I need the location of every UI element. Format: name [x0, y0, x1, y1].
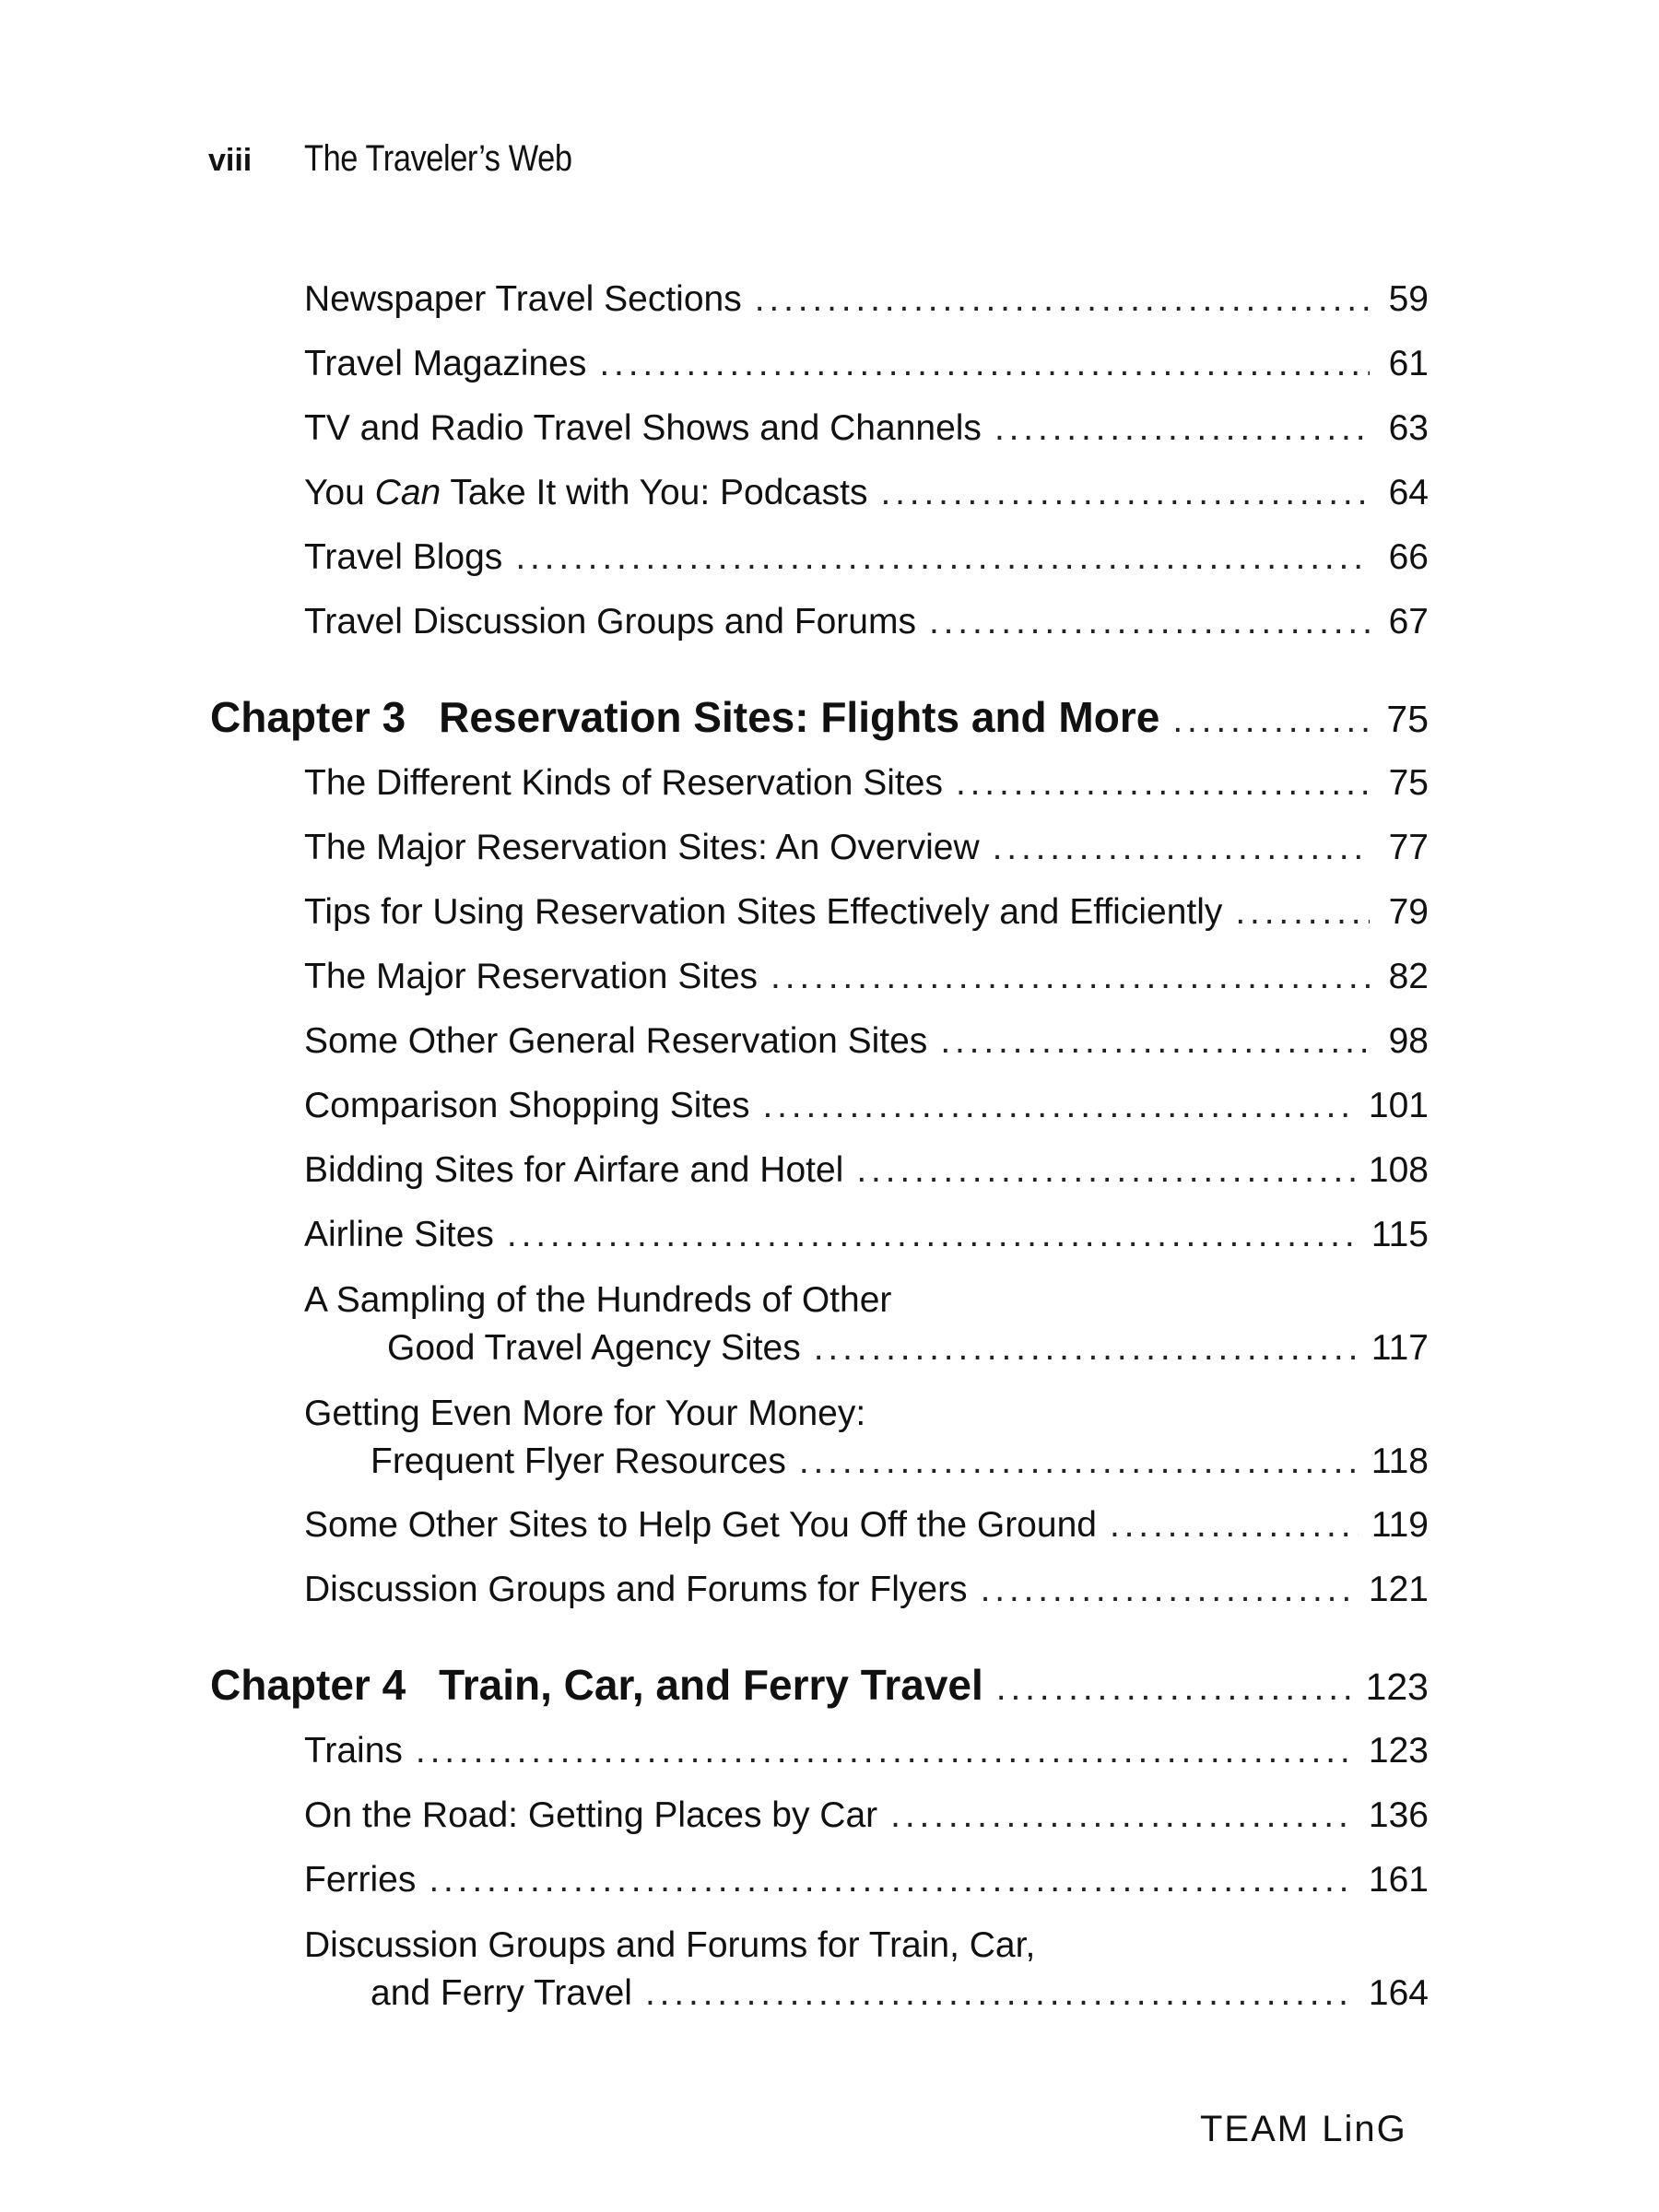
toc-entry-title: The Major Reservation Sites: An Overview: [304, 828, 980, 867]
toc-entry-title: The Major Reservation Sites: [304, 957, 759, 996]
toc-entry-title-line1: Getting Even More for Your Money:: [304, 1394, 866, 1433]
dot-leader: [814, 1324, 1359, 1372]
dot-leader: [1235, 889, 1370, 935]
dot-leader: [416, 1728, 1356, 1774]
toc-entry-page: 121: [1368, 1570, 1429, 1609]
dot-leader: [799, 1438, 1359, 1486]
dot-leader: [993, 825, 1370, 871]
toc-entry-line2: [304, 1324, 1429, 1372]
dot-leader: [1172, 695, 1377, 747]
toc-entry-page: 67: [1388, 602, 1429, 641]
dot-leader: [856, 1147, 1356, 1194]
dot-leader: [755, 276, 1370, 323]
toc-entry-title-line1: Discussion Groups and Forums for Train, Car,: [304, 1925, 1036, 1965]
toc-entry-page: 66: [1388, 537, 1429, 577]
chapter-label: Chapter 4: [210, 1661, 406, 1709]
toc-entry-page: 101: [1368, 1086, 1429, 1125]
title-part: Take It with You: Podcasts: [441, 473, 868, 512]
toc-entry-title-line2: and Ferry Travel: [371, 1973, 632, 2013]
toc-entry-page: 63: [1388, 408, 1429, 448]
chapter-title: Reservation Sites: Flights and More: [439, 693, 1160, 741]
toc-entry-title: Tips for Using Reservation Sites Effectively and Efficiently: [304, 892, 1223, 932]
toc-entry[interactable]: [304, 1793, 1429, 1839]
toc-entry[interactable]: [304, 1147, 1429, 1194]
toc-entry-page: 77: [1388, 828, 1429, 867]
toc-entry[interactable]: [304, 1018, 1429, 1065]
toc-entry[interactable]: [304, 825, 1429, 871]
dot-leader: [762, 1083, 1355, 1129]
toc-entry-page: 75: [1388, 763, 1429, 803]
dot-leader: [996, 1663, 1357, 1714]
dot-leader: [940, 1018, 1370, 1065]
dot-leader: [515, 535, 1370, 581]
toc-entry[interactable]: [304, 1212, 1429, 1258]
toc-entry-page: 108: [1368, 1150, 1429, 1190]
book-title: The Traveler’s Web: [304, 138, 572, 179]
toc-entry-multiline[interactable]: [304, 1390, 1429, 1486]
dot-leader: [994, 406, 1370, 452]
toc-entry-title: On the Road: Getting Places by Car: [304, 1795, 878, 1835]
toc-entry-title: Newspaper Travel Sections: [304, 279, 742, 319]
toc-entry-title: Some Other Sites to Help Get You Off the Ground: [304, 1505, 1097, 1545]
toc-entry-title: Travel Blogs: [304, 537, 503, 577]
toc-entry-title: Bidding Sites for Airfare and Hotel: [304, 1150, 844, 1190]
toc-entry-title: [304, 470, 867, 516]
chapter-page: 75: [1386, 698, 1429, 740]
chapter-title: Train, Car, and Ferry Travel: [439, 1661, 983, 1709]
toc-entry-page: 118: [1371, 1441, 1429, 1481]
toc-entry[interactable]: [304, 276, 1429, 323]
toc-entry-page: 136: [1368, 1795, 1429, 1835]
toc-entry-line2: [304, 1970, 1429, 2018]
toc-entry-title: Some Other General Reservation Sites: [304, 1021, 928, 1061]
toc-entry-title-line1: A Sampling of the Hundreds of Other: [304, 1280, 892, 1320]
chapter-label: Chapter 3: [210, 693, 406, 741]
toc-entry-page: 79: [1388, 892, 1429, 932]
dot-leader: [507, 1212, 1359, 1258]
toc-entry-title: Travel Magazines: [304, 344, 587, 383]
toc-entry[interactable]: [304, 406, 1429, 452]
chapter-4-heading[interactable]: [210, 1659, 1429, 1714]
dot-leader: [981, 1567, 1356, 1613]
dot-leader: [1110, 1502, 1359, 1548]
dot-leader: [880, 470, 1370, 516]
footer-watermark-text: TEAM LinG: [1200, 2109, 1407, 2149]
toc-entry-multiline[interactable]: [304, 1922, 1429, 2018]
toc-entry-title: Ferries: [304, 1860, 417, 1900]
toc-entry-line2: [304, 1438, 1429, 1486]
toc-entry-title: Airline Sites: [304, 1215, 494, 1254]
toc-entry-title: TV and Radio Travel Shows and Channels: [304, 408, 982, 448]
toc-entry[interactable]: [304, 760, 1429, 806]
toc-entry[interactable]: [304, 341, 1429, 387]
toc-entry-title: The Different Kinds of Reservation Sites: [304, 763, 943, 803]
toc-entry-multiline[interactable]: [304, 1277, 1429, 1372]
toc-entry[interactable]: [304, 599, 1429, 645]
toc-entry[interactable]: [304, 1728, 1429, 1774]
dot-leader: [771, 954, 1370, 1000]
toc-entry[interactable]: [304, 1567, 1429, 1613]
dot-leader: [599, 341, 1370, 387]
chapter-page: 123: [1365, 1665, 1429, 1708]
toc-entry-title-line2: Good Travel Agency Sites: [387, 1328, 801, 1368]
running-head: [208, 138, 616, 180]
toc-entry[interactable]: [304, 1502, 1429, 1548]
page-folio: viii: [208, 143, 253, 178]
toc-entry-page: 82: [1388, 957, 1429, 996]
toc-entry-page: 59: [1388, 279, 1429, 319]
toc-entry-title: Comparison Shopping Sites: [304, 1086, 750, 1125]
toc-entry[interactable]: [304, 470, 1429, 516]
toc-entry-page: 115: [1371, 1215, 1429, 1254]
toc-entry[interactable]: [304, 535, 1429, 581]
dot-leader: [956, 760, 1370, 806]
toc-entry-page: 117: [1371, 1328, 1429, 1368]
toc-entry-title: Travel Discussion Groups and Forums: [304, 602, 916, 641]
dot-leader: [890, 1793, 1356, 1839]
toc-entry-title-line2: Frequent Flyer Resources: [371, 1441, 786, 1481]
toc-entry[interactable]: [304, 889, 1429, 935]
toc-entry-title: Discussion Groups and Forums for Flyers: [304, 1570, 968, 1609]
toc-entry-page: 161: [1368, 1860, 1429, 1900]
dot-leader: [429, 1857, 1356, 1903]
toc-entry-page: 61: [1388, 344, 1429, 383]
dot-leader: [645, 1970, 1356, 2018]
toc-entry-page: 98: [1388, 1021, 1429, 1061]
toc-entry-title: Trains: [304, 1731, 403, 1771]
dot-leader: [929, 599, 1370, 645]
toc-entry-page: 164: [1368, 1973, 1429, 2013]
chapter-3-heading[interactable]: [210, 691, 1429, 747]
toc-entry-page: 119: [1371, 1505, 1429, 1545]
toc-entry-page: 64: [1388, 473, 1429, 512]
toc-entry[interactable]: [304, 1083, 1429, 1129]
toc-entry-page: 123: [1368, 1731, 1429, 1771]
toc-entry[interactable]: [304, 1857, 1429, 1903]
toc-entry[interactable]: [304, 954, 1429, 1000]
title-part: You: [304, 473, 375, 512]
title-emphasis: Can: [374, 473, 441, 512]
